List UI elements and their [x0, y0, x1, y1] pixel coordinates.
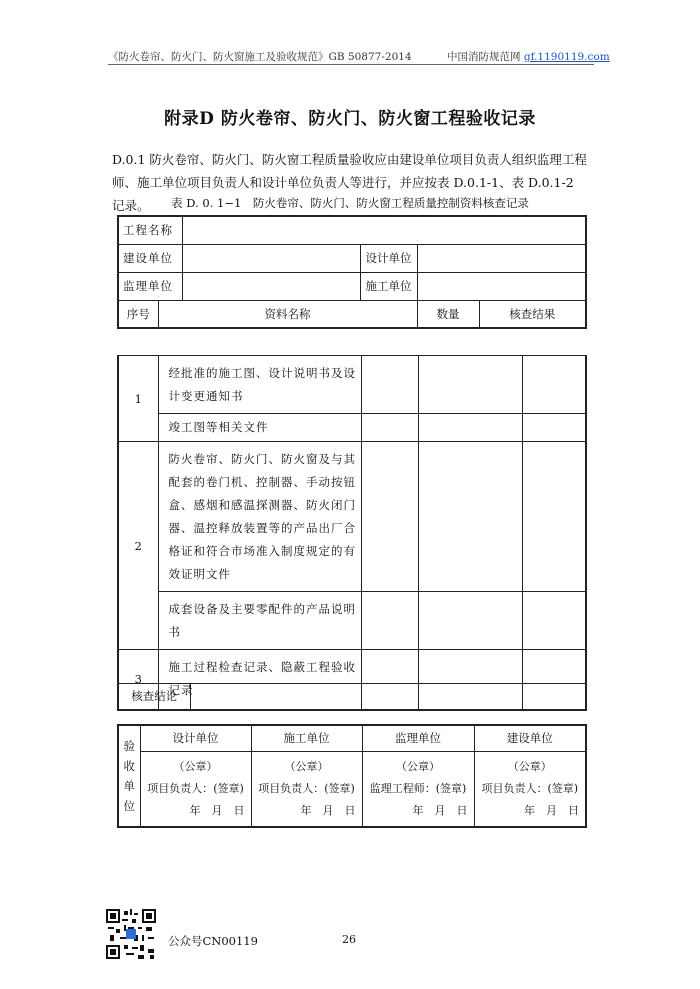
footer-account: 公众号CN00119 — [168, 934, 258, 948]
row-3-item-1: 施工过程检查记录、隐蔽工程验收记录 — [158, 650, 361, 710]
qr-code-icon[interactable] — [106, 909, 156, 959]
row-2-item-2-quantity[interactable] — [361, 592, 418, 650]
row-1-item-1-result[interactable] — [418, 356, 522, 414]
header-site — [447, 49, 610, 64]
unit-design-signature[interactable] — [140, 751, 251, 827]
conclusion-label: 核查结论 — [118, 684, 190, 710]
seal-text: （公章） — [396, 759, 440, 773]
acceptance-side-label: 验 收 单 位 — [118, 725, 140, 827]
row-2-item-2-result[interactable] — [418, 592, 522, 650]
date-text: 年 月 日 — [524, 803, 579, 817]
row-1-item-1-quantity[interactable] — [361, 356, 418, 414]
unit-builder-name: 施工单位 — [251, 725, 362, 751]
signer-text: 项目负责人：(签章) — [147, 781, 244, 795]
acceptance-units-table — [117, 724, 587, 828]
page-title: 附录D 防火卷帘、防火门、防火窗工程验收记录 — [164, 109, 536, 129]
unit-construction-signature[interactable] — [474, 751, 586, 827]
project-name-value[interactable] — [182, 216, 586, 244]
table-caption: 表 D. 0. 1−1 防火卷帘、防火门、防火窗工程质量控制资料核查记录 — [171, 196, 529, 210]
unit-builder-signature[interactable] — [251, 751, 362, 827]
date-text: 年 月 日 — [189, 803, 245, 817]
signer-text: 监理工程师：(签章) — [369, 781, 467, 795]
row-2-item-1: 防火卷帘、防火门、防火窗及与其配套的卷门机、控制器、手动按钮盒、感烟和感温探测器、防火闭门器、温控释放装置等的产品出厂合格证和符合市场准入制度规定的有效证明文件 — [158, 442, 361, 592]
quality-control-table — [117, 215, 587, 329]
row-1-item-2-checker[interactable] — [522, 414, 586, 442]
row-1-item-2-quantity[interactable] — [361, 414, 418, 442]
project-name-label: 工程名称 — [118, 216, 182, 244]
date-text: 年 月 日 — [300, 803, 356, 817]
row-2-item-1-quantity[interactable] — [361, 442, 418, 592]
header-site-link[interactable]: gf.1190119.com — [523, 51, 610, 63]
row-1-no: 1 — [118, 356, 158, 442]
unit-design-name: 设计单位 — [140, 725, 251, 751]
row-2-item-1-result[interactable] — [418, 442, 522, 592]
construction-unit-value[interactable] — [182, 244, 360, 272]
header-doc-title: 《防火卷帘、防火门、防火窗施工及验收规范》GB 50877-2014 — [108, 51, 412, 63]
signer-text: 项目负责人：(签章) — [481, 781, 579, 795]
builder-unit-label: 施工单位 — [360, 272, 417, 300]
design-unit-value[interactable] — [417, 244, 586, 272]
unit-construction-name: 建设单位 — [474, 725, 586, 751]
row-1-item-2: 竣工图等相关文件 — [158, 414, 361, 442]
row-1-item-1: 经批准的施工图、设计说明书及设计变更通知书 — [158, 356, 361, 414]
header-site-label: 中国消防规范网 — [447, 51, 521, 63]
row-2-item-2-checker[interactable] — [522, 592, 586, 650]
supervision-unit-label: 监理单位 — [118, 272, 182, 300]
signer-text: 项目负责人：(签章) — [258, 781, 355, 795]
unit-supervision-signature[interactable] — [362, 751, 474, 827]
header-result: 核查结果 — [479, 300, 586, 328]
supervision-unit-value[interactable] — [182, 272, 360, 300]
row-2-item-2: 成套设备及主要零配件的产品说明书 — [158, 592, 361, 650]
clause-paragraph: D.0.1 防火卷帘、防火门、防火窗工程质量验收应由建设单位项目负责人组织监理工程师、施工单位项目负责人和设计单位负责人等进行，并应按表 D.0.1-1、表 D.0.1-2 记录。 — [112, 152, 587, 213]
unit-supervision-name: 监理单位 — [362, 725, 474, 751]
header-quantity: 数量 — [417, 300, 479, 328]
seal-text: （公章） — [507, 759, 552, 773]
quality-control-rows — [117, 355, 587, 711]
construction-unit-label: 建设单位 — [118, 244, 182, 272]
seal-text: （公章） — [284, 759, 329, 773]
row-1-item-2-result[interactable] — [418, 414, 522, 442]
design-unit-label: 设计单位 — [360, 244, 417, 272]
conclusion-value[interactable] — [190, 684, 586, 710]
builder-unit-value[interactable] — [417, 272, 586, 300]
header-divider — [108, 64, 594, 65]
row-1-item-1-checker[interactable] — [522, 356, 586, 414]
page-number: 26 — [342, 933, 356, 946]
header-material: 资料名称 — [158, 300, 417, 328]
row-2-no: 2 — [118, 442, 158, 650]
row-3-no: 3 — [118, 650, 158, 710]
header-no: 序号 — [118, 300, 158, 328]
row-2-item-1-checker[interactable] — [522, 442, 586, 592]
seal-text: （公章） — [173, 759, 218, 773]
date-text: 年 月 日 — [412, 803, 468, 817]
conclusion-row-table — [117, 683, 587, 711]
